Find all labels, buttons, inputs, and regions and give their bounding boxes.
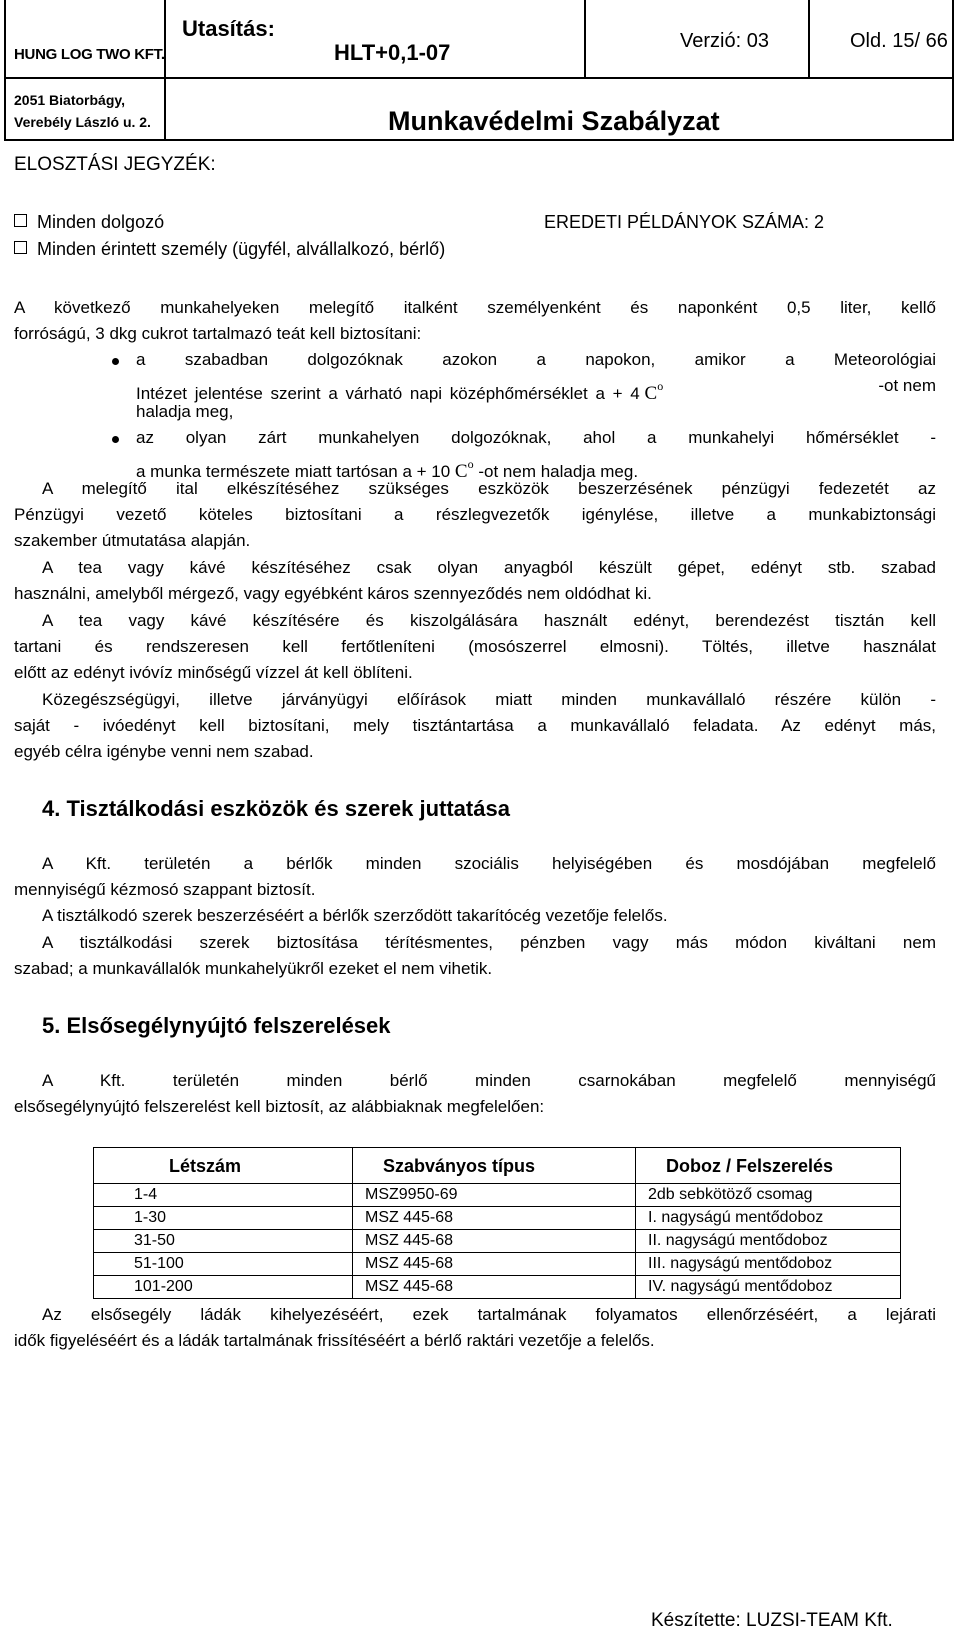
degree-sign: o [467,457,474,471]
header-border-bottom [4,139,954,141]
bullet-2-text: -ot nem haladja meg. [478,462,639,481]
header-border-right [952,0,954,140]
bullet-1-text: Intézet jelentése szerint a várható napi középhőmérséklet a + 4 [136,384,640,403]
paragraph-line: A Kft. területén a bérlők minden szociális helyiségében és mosdójában megfelelő [42,854,936,873]
table-cell: 2db sebkötöző csomag [636,1184,901,1207]
section-5-heading: 5. Elsősegélynyújtó felszerelések [42,1013,391,1038]
paragraph-line: szakember útmutatása alapján. [14,531,251,550]
paragraph-line: A melegítő ital elkészítéséhez szükséges eszközök beszerzésének pénzügyi fedezetét az [42,479,936,498]
paragraph-line: Közegészségügyi, illetve járványügyi előírások miatt minden munkavállaló részére külön - [42,690,936,709]
paragraph-line: használni, amelyből mérgező, vagy egyébként káros szennyeződés nem oldódhat ki. [14,584,652,603]
bullet-1-line: haladja meg, [136,402,234,421]
header-divider-3 [808,0,810,78]
paragraph-line: idők figyeléséért és a ládák tartalmának frissítéséért a bérlő raktári vezetője a felelős. [14,1331,655,1350]
page-number: Old. 15/ 66 [850,30,948,52]
paragraph-line: előtt az edényt ivóvíz minőségű vízzel át kell öblíteni. [14,663,413,682]
footer-prepared-by: Készítette: LUZSI-TEAM Kft. [651,1610,893,1631]
distribution-item-1-label: Minden dolgozó [37,212,165,232]
distribution-item-1 [14,209,164,235]
table-header-row [94,1148,901,1184]
table-header-cell: Doboz / Felszerelés [636,1148,901,1184]
table-row [94,1276,901,1299]
bullet-1-line: a szabadban dolgozóknak azokon a napokon, amikor a Meteorológiai [136,350,936,369]
document-header [4,0,954,140]
paragraph-line: Pénzügyi vezető köteles biztosítani a részlegvezetők igénylése, illetve a munkabiztonsági [14,505,936,524]
table-cell: MSZ9950-69 [353,1184,636,1207]
bullet-2-line: az olyan zárt munkahelyen dolgozóknak, ahol a munkahelyi hőmérséklet - [136,428,936,447]
table-cell: I. nagyságú mentődoboz [636,1207,901,1230]
company-name: HUNG LOG TWO KFT. [14,46,165,63]
table-cell: MSZ 445-68 [353,1230,636,1253]
paragraph-line: elsősegélynyújtó felszerelést kell biztosít, az alábbiaknak megfelelően: [14,1097,545,1116]
paragraph-line: mennyiségű kézmosó szappant biztosít. [14,880,316,899]
distribution-label: ELOSZTÁSI JEGYZÉK: [14,154,216,175]
header-border-left [4,0,6,140]
table-row [94,1207,901,1230]
document-title: Munkavédelmi Szabályzat [388,106,720,136]
table-row [94,1253,901,1276]
table-header-cell: Szabványos típus [353,1148,636,1184]
paragraph-line: A Kft. területén minden bérlő minden csarnokában megfelelő mennyiségű [42,1071,936,1090]
table-cell: 1-30 [94,1207,353,1230]
degree-sign: o [657,379,664,393]
header-divider-2 [584,0,586,78]
distribution-item-2 [14,236,445,262]
paragraph-line: A tea vagy kávé készítéséhez csak olyan anyagból készült gépet, edényt stb. szabad [42,558,936,577]
table-row [94,1230,901,1253]
bullet-icon [112,436,119,443]
checkbox-icon [14,214,27,227]
bullet-2-text: a munka természete miatt tartósan a + 10 [136,462,451,481]
table-cell: 51-100 [94,1253,353,1276]
checkbox-icon [14,241,27,254]
paragraph-line: A következő munkahelyeken melegítő italként személyenként és naponként 0,5 liter, kellő [14,298,936,317]
table-cell: 31-50 [94,1230,353,1253]
bullet-1-text: -ot nem [878,376,936,395]
header-row-divider [4,77,954,79]
table-cell: MSZ 445-68 [353,1276,636,1299]
degree-celsius: C [644,383,658,404]
paragraph-line: Az elsősegély ládák kihelyezéséért, ezek tartalmának folyamatos ellenőrzéséért, a lejárati [42,1305,936,1324]
paragraph-line: egyéb célra igénybe venni nem szabad. [14,742,314,761]
header-divider-1 [164,0,166,140]
table-cell: III. nagyságú mentődoboz [636,1253,901,1276]
table-row [94,1184,901,1207]
distribution-item-2-label: Minden érintett személy (ügyfél, alvállalkozó, bérlő) [37,239,446,259]
table-cell: MSZ 445-68 [353,1253,636,1276]
table-header-cell: Létszám [94,1148,353,1184]
table-cell: MSZ 445-68 [353,1207,636,1230]
paragraph-line: A tea vagy kávé készítésére és kiszolgálására használt edényt, berendezést tisztán kell [42,611,936,630]
originals-count: EREDETI PÉLDÁNYOK SZÁMA: 2 [544,212,825,232]
table-cell: 101-200 [94,1276,353,1299]
paragraph-line: saját - ivóedényt kell biztosítani, mely tisztántartása a munkavállaló feladata. Az edényt más, [14,716,936,735]
section-4-heading: 4. Tisztálkodási eszközök és szerek juttatása [42,796,510,821]
company-address-line2: Verebély László u. 2. [14,114,151,130]
paragraph-line: A tisztálkodási szerek biztosítása térítésmentes, pénzben vagy más módon kiváltani nem [42,933,936,952]
paragraph-line: forróságú, 3 dkg cukrot tartalmazó teát kell biztosítani: [14,324,422,343]
company-address-line1: 2051 Biatorbágy, [14,92,126,108]
bullet-icon [112,358,119,365]
version-label: Verzió: 03 [680,30,769,52]
instruction-label: Utasítás: [182,16,275,41]
degree-celsius: C [454,461,468,482]
table-cell: 1-4 [94,1184,353,1207]
bullet-1-line [136,373,936,407]
table-cell: II. nagyságú mentődoboz [636,1230,901,1253]
paragraph-line: tartani és rendszeresen kell fertőtleníteni (mosószerrel elmosni). Töltés, illetve használat [14,637,936,656]
paragraph-line: szabad; a munkavállalók munkahelyükről ezeket el nem vihetik. [14,959,493,978]
paragraph-line: A tisztálkodó szerek beszerzéséért a bérlők szerződött takarítócég vezetője felelős. [42,906,668,925]
table-cell: IV. nagyságú mentődoboz [636,1276,901,1299]
first-aid-table [93,1147,901,1299]
document-code: HLT+0,1-07 [334,40,451,65]
